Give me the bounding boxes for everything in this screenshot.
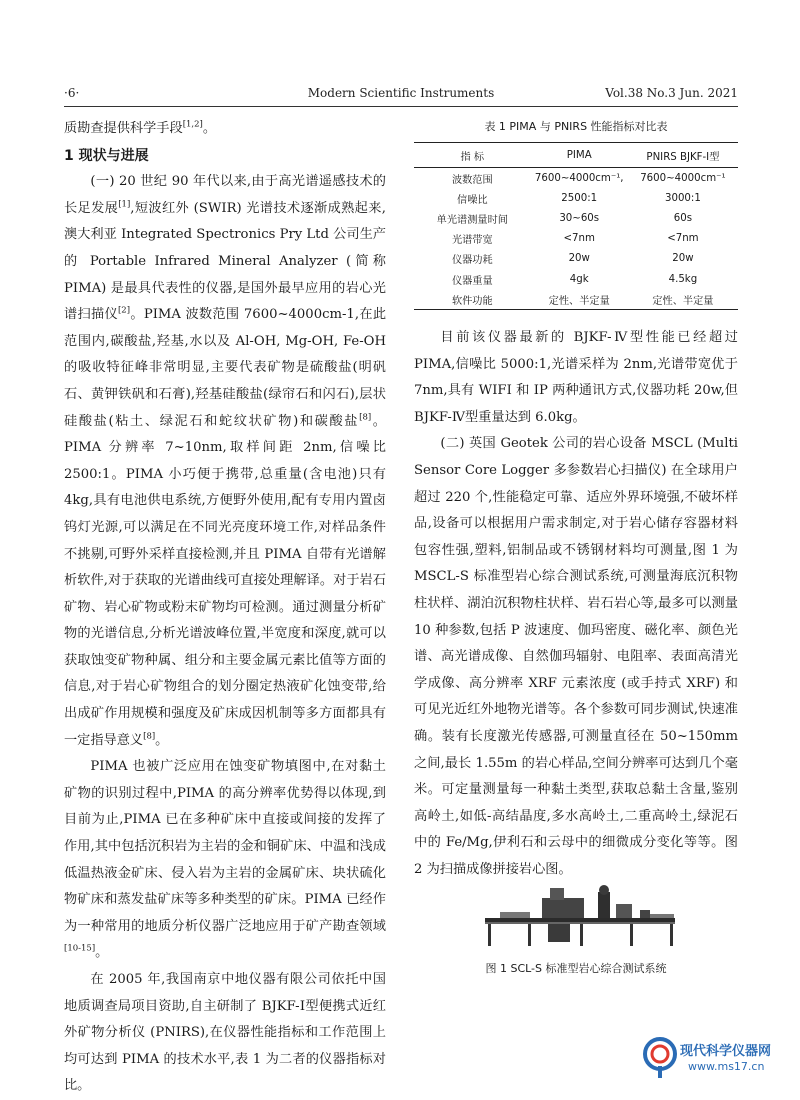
header-cell: PIMA <box>531 143 628 168</box>
table-cell: 光谱带宽 <box>451 235 493 247</box>
watermark-title: 现代科学仪器网 <box>680 1044 772 1059</box>
paragraph-pima-applications: PIMA 也被广泛应用在蚀变矿物填图中,在对黏土矿物的识别过程中,PIMA 的高分辨率优势得以体现,到目前为止,PIMA 已在多种矿床中直接或间接的发挥了作用,其中包括沉积岩为主岩的金和铜矿床、中温和浅成低温热液金矿床、侵入岩为主岩的金属矿床、块状硫化物矿床和蒸发盐矿床等多种类型的矿床。PIMA 已经作为一种常用的地质分析仪器广泛地应用于矿产勘查领域[10-15]。 <box>64 759 386 961</box>
spec-table <box>414 142 738 310</box>
table-cell: 30~60s <box>559 212 600 224</box>
table-cell: 20w <box>672 253 694 265</box>
watermark-logo-icon <box>640 1030 680 1080</box>
citation: [8] <box>359 412 372 423</box>
header-cell: PNIRS BJKF-Ⅰ型 <box>628 143 738 168</box>
table-cell: 仪器功耗 <box>451 255 493 267</box>
citation: [1,2] <box>182 119 203 130</box>
table-row <box>414 168 738 189</box>
table-cell: 7600~4000cm⁻¹, <box>534 172 624 184</box>
table-cell: <7nm <box>563 233 595 245</box>
table-cell: 仪器重量 <box>451 275 493 287</box>
running-header <box>64 86 738 106</box>
volume-issue: Vol.38 No.3 Jun. 2021 <box>605 86 738 100</box>
table-row <box>414 208 738 228</box>
table-header-row <box>414 143 738 168</box>
left-column <box>64 116 386 1100</box>
table-row <box>414 269 738 289</box>
table-cell: 60s <box>673 212 693 224</box>
table-row <box>414 188 738 208</box>
table-cell: 7600~4000cm⁻¹ <box>640 172 726 184</box>
right-column <box>414 325 738 883</box>
table-row <box>414 229 738 249</box>
table-cell: 单光谱测量时间 <box>436 214 508 226</box>
paragraph-bjkf4: 目前该仪器最新的 BJKF-Ⅳ型性能已经超过 PIMA,信噪比 5000:1,光谱采样为 2nm,光谱带宽优于 7nm,具有 WIFI 和 IP 两种通讯方式,仪器功耗 20w,但 BJKF-Ⅳ型重量达到 6.0kg。 <box>414 330 738 425</box>
paragraph-continuation: 质勘查提供科学手段[1,2]。 <box>64 119 217 136</box>
table-cell: 20w <box>568 253 590 265</box>
paragraph-pnirs: 在 2005 年,我国南京中地仪器有限公司依托中国地质调查局项目资助,自主研制了 BJKF-Ⅰ型便携式近红外矿物分析仪 (PNIRS),在仪器性能指标和工作范围上均可达到 PIMA 的技术水平,表 1 为二者的仪器指标对比。 <box>64 972 386 1094</box>
table-cell: 3000:1 <box>664 192 701 204</box>
citation: [8] <box>143 731 156 742</box>
table-row <box>414 249 738 269</box>
table-cell: <7nm <box>667 233 699 245</box>
table-row <box>414 289 738 310</box>
figure-core-logger-photo <box>480 880 680 950</box>
page-number: ·6· <box>64 86 80 100</box>
citation: [2] <box>117 305 131 316</box>
journal-name: Modern Scientific Instruments <box>307 86 495 100</box>
header-cell: 指 标 <box>414 143 531 168</box>
table-cell: 4.5kg <box>668 273 698 285</box>
section-heading: 1 现状与进展 <box>64 147 149 164</box>
table-cell: 信噪比 <box>457 194 488 206</box>
header-rule <box>64 106 738 107</box>
paragraph-mscl: (二) 英国 Geotek 公司的岩心设备 MSCL (Multi Sensor Core Logger 多参数岩心扫描仪) 在全球用户超过 220 个,性能稳定可靠、适应外界环境强,不破坏样品,设备可以根据用户需求制定,对于岩心储存容器材料包容性强,塑料,铝制品或不锈钢材料均可测量,图 1 为 MSCL-S 标准型岩心综合测试系统,可测量海底沉积物柱状样、湖泊沉积物柱状样、岩石岩心等,最多可以测量 10 种参数,包括 P 波速度、伽玛密度、磁化率、颜色光谱、高光谱成像、自然伽玛辐射、电阻率、表面高清光学成像、高分辨率 XRF 元素浓度 (或手持式 XRF) 和可见光近红外地物光谱等。各个参数可同步测试,快速准确。装有长度激光传感器,可测量直径在 50~150mm 之间,最长 1.55m 的岩心样品,空间分辨率可达到几个毫米。可定量测量每一种黏土类型,获取总黏土含量,鉴别高岭土,如低-高结晶度,多水高岭土,二重高岭土,绿泥石中的 Fe/Mg,伊利石和云母中的细微成分变化等等。图 2 为扫描成像拼接岩心图。 <box>414 436 738 877</box>
site-watermark[interactable] <box>640 1030 800 1085</box>
table-caption: 表 1 PIMA 与 PNIRS 性能指标对比表 <box>484 120 668 133</box>
table-cell: 波数范围 <box>451 174 493 186</box>
watermark-url[interactable]: www.ms17.cn <box>688 1060 765 1073</box>
table-cell: 4gk <box>569 273 589 285</box>
paragraph-pima: (一) 20 世纪 90 年代以来,由于高光谱遥感技术的长足发展[1],短波红外 (SWIR) 光谱技术逐渐成熟起来,澳大利亚 Integrated Spectronics Pry Ltd 公司生产的 Portable Infrared Mineral Analyzer (简称 PIMA) 是最具代表性的仪器,是国外最早应用的岩心光谱扫描仪[2]。PIMA 波数范围 7600~4000cm-1,在此范围内,碳酸盐,羟基,水以及 Al-OH, Mg-OH, Fe-OH 的吸收特征峰非常明显,主要代表矿物是硫酸盐(明矾石、黄钾铁矾和石膏),羟基硅酸盐(绿帘石和闪石),层状硅酸盐(粘土、绿泥石和蛇纹状矿物)和碳酸盐[8]。PIMA 分辨率 7~10nm,取样间距 2nm,信噪比 2500:1。PIMA 小巧便于携带,总重量(含电池)只有 4kg,具有电池供电系统,方便野外使用,配有专用内置卤钨灯光源,可以满足在不同光亮度环境工作,对样品条件不挑剔,可野外采样直接检测,并且 PIMA 自带有光谱解析软件,对于获取的光谱曲线可直接处理解译。对于岩石矿物、岩心矿物或粉末矿物均可检测。通过测量分析矿物的光谱信息,分析光谱波峰位置,半宽度和深度,就可以获取蚀变矿物种属、组分和主要金属元素比值等方面的信息,对于岩心矿物组合的划分圈定热液矿化蚀变带,给出成矿作用规模和强度及矿床成因机制等多方面都具有一定指导意义[8]。 <box>64 174 387 748</box>
citation: [1] <box>118 199 131 210</box>
table-cell: 定性、半定量 <box>628 289 738 310</box>
table-cell: 定性、半定量 <box>531 289 628 310</box>
table-cell: 软件功能 <box>414 289 531 310</box>
table-cell: 2500:1 <box>561 192 598 204</box>
citation: [10-15] <box>64 944 96 955</box>
figure-caption: 图 1 SCL-S 标准型岩心综合测试系统 <box>485 962 667 975</box>
